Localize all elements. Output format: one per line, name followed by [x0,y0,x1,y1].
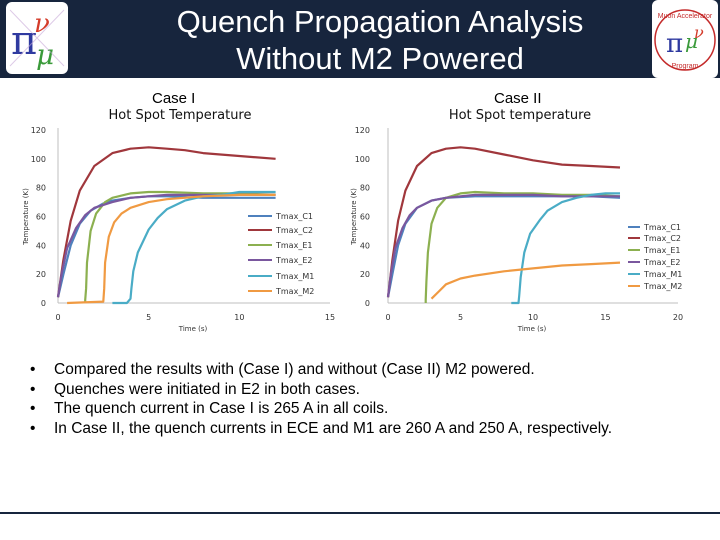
chart1-y-tick-label: 20 [35,270,46,280]
chart2-x-tick-label: 0 [385,313,391,322]
chart2-x-tick-label: 15 [600,313,611,322]
chart1-y-tick-label: 0 [40,299,46,308]
chart1-series-line-tmax-c2 [58,147,276,297]
chart1-x-axis-label: Time (s) [178,325,208,333]
chart2-x-tick-label: 10 [527,313,539,322]
chart1-x-tick-label: 10 [234,313,245,322]
chart1-legend-label: Tmax_C2 [276,226,313,235]
slide-title [120,3,640,77]
case2-label: Case II [494,90,542,107]
chart2-legend-label: Tmax_M2 [644,282,683,291]
logo-text-bottom: Program [671,63,699,70]
bullet-item [30,380,690,400]
chart1-title: Hot Spot Temperature [108,108,252,123]
chart1-series-line-tmax-e1 [85,192,275,303]
map-logo-right [652,0,718,78]
logo-mu-glyph: μ [685,29,698,53]
chart1-legend-label: Tmax_M2 [276,287,315,296]
chart2-series-line-tmax-e1 [426,192,620,303]
chart2-y-tick-label: 60 [359,212,370,222]
map-logo-icon [652,0,718,78]
mu-glyph: μ [36,38,55,71]
case1-label: Case I [152,90,196,107]
chart2-y-tick-label: 20 [359,270,370,280]
chart2-y-tick-label: 40 [359,241,370,251]
chart1-x-tick-label: 15 [324,313,336,322]
bullet-text: Quenches were initiated in E2 in both cases. [54,380,360,398]
bullet-text: Compared the results with (Case I) and without (Case II) M2 powered. [54,361,535,378]
bullet-dot: • [30,361,36,378]
chart2-legend-label: Tmax_C1 [644,223,681,232]
chart2-series-line-tmax-m2 [432,263,621,299]
bullet-item [30,399,690,419]
chart2-x-tick-label: 5 [457,313,464,322]
chart2-x-tick-label: 20 [672,313,684,322]
chart1-y-tick-label: 120 [30,126,46,135]
pi-logo-left [6,2,68,74]
logo-text-top: Muon Accelerator [657,13,713,20]
pi-glyph: π [11,18,38,64]
bullet-list [30,360,690,438]
bullet-item [30,419,690,439]
bottom-divider [0,512,720,514]
chart2-series-line-tmax-e2 [388,195,620,297]
title-bar [0,0,720,78]
chart2-legend-label: Tmax_E2 [644,258,681,267]
chart2-y-tick-label: 120 [354,126,370,135]
chart1-legend-label: Tmax_E1 [276,241,313,250]
chart1-legend-label: Tmax_E2 [276,256,313,265]
slide-title-line2: Without M2 Powered [236,41,524,76]
pi-logo-icon [6,2,68,74]
bullet-dot: • [30,400,36,417]
chart2-y-axis-label: Temperature (K) [350,188,358,245]
chart1-series-line-tmax-m1 [112,192,275,303]
chart1-x-tick-label: 5 [146,313,152,322]
bullet-dot: • [30,419,36,437]
logo-nu-glyph: ν [694,23,704,42]
bullet-text: The quench current in Case I is 265 A in all coils. [54,400,389,417]
chart1-legend-label: Tmax_M1 [276,272,315,281]
chart1-y-tick-label: 100 [30,154,46,164]
chart1-y-tick-label: 60 [35,212,46,222]
chart2-y-tick-label: 80 [359,183,370,193]
bullet-dot: • [30,380,36,398]
bullet-text: In Case II, the quench currents in ECE and M1 are 260 A and 250 A, respectively. [54,419,613,437]
slide-title-line1: Quench Propagation Analysis [176,4,584,39]
chart2-series-line-tmax-c2 [388,147,620,297]
chart2-title: Hot Spot temperature [448,108,592,123]
chart2-legend-label: Tmax_E1 [644,246,681,255]
chart1-y-axis-label: Temperature (K) [22,188,30,245]
chart2-legend-label: Tmax_M1 [644,270,683,279]
nu-glyph: ν [34,9,50,39]
charts-area [0,80,720,350]
chart2-series-line-tmax-c1 [388,196,620,297]
chart2-series-line-tmax-m1 [511,193,620,303]
chart1-y-tick-label: 40 [35,241,46,251]
chart1-legend-label: Tmax_C1 [276,212,313,221]
chart1-y-tick-label: 80 [35,183,46,193]
chart2-x-axis-label: Time (s) [517,325,547,333]
chart2-y-tick-label: 0 [364,299,370,308]
chart1-x-tick-label: 0 [55,313,61,322]
chart2-y-tick-label: 100 [354,154,370,164]
bullet-item [30,360,690,380]
logo-pi-glyph: π [666,29,684,59]
chart2-legend-label: Tmax_C2 [644,234,681,243]
